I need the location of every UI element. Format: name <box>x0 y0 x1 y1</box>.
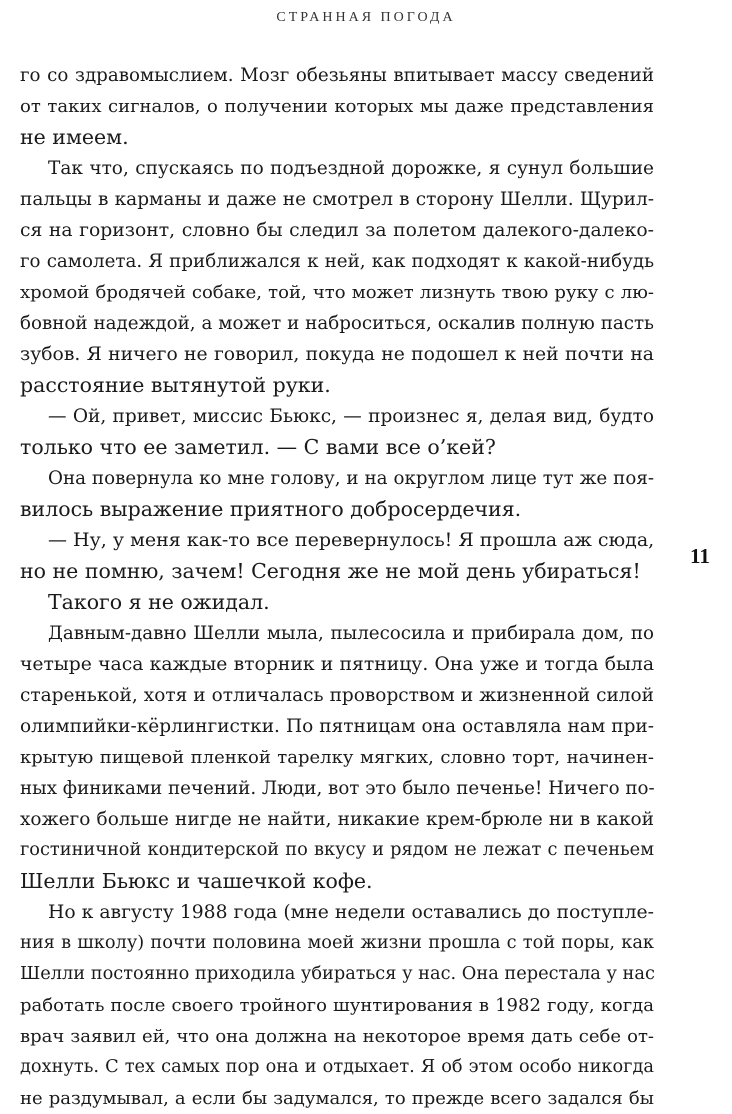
text-line: четыре часа каждые вторник и пятницу. Она уже и тогда была <box>20 654 654 675</box>
text-line: Так что, спускаясь по подъездной дорожке, я сунул большие <box>48 158 654 179</box>
text-line: хромой бродячей собаке, той, что может лизнуть твою руку с лю- <box>20 282 654 303</box>
text-line: Давным-давно Шелли мыла, пылесосила и прибирала дом, по <box>48 623 654 644</box>
text-line: зубов. Я ничего не говорил, покуда не подошел к ней почти на <box>20 344 654 365</box>
text-line: пальцы в карманы и даже не смотрел в сторону Шелли. Щурил- <box>20 189 654 210</box>
text-line: — Ну, у меня как-то все перевернулось! Я прошла аж сюда, <box>48 529 655 551</box>
running-head: СТРАННАЯ ПОГОДА <box>276 10 456 25</box>
text-line: только что ее заметил. — С вами все о’кей? <box>20 435 496 459</box>
text-line: — Ой, привет, миссис Бьюкс, — произнес я, делая вид, будто <box>48 406 654 427</box>
text-line: го со здравомыслием. Мозг обезьяны впитывает массу сведений <box>20 65 654 86</box>
text-line: бовной надеждой, а может и наброситься, оскалив полную пасть <box>20 313 654 334</box>
body-text <box>20 60 654 1114</box>
text-line: Но к августу 1988 года (мне недели оставались до поступле- <box>48 902 654 923</box>
text-line: олимпийки-кёрлингистки. По пятницам она оставляла нам при- <box>20 716 654 737</box>
page-number: 11 <box>690 544 710 568</box>
text-line: гостиничной кондитерской по вкусу и рядом не лежат с печеньем <box>20 840 654 860</box>
text-line: хожего больше нигде не найти, никакие крем-брюле ни в какой <box>20 809 654 830</box>
text-line: расстояние вытянутой руки. <box>20 373 331 397</box>
text-line: ния в школу) почти половина моей жизни прошла с той поры, как <box>20 933 654 953</box>
text-line: не раздумывал, а если бы задумался, то прежде всего задался бы <box>20 1088 654 1109</box>
text-line: ся на горизонт, словно бы следил за полетом далекого-далеко- <box>20 220 654 241</box>
text-line: Она повернула ко мне голову, и на округлом лице тут же поя- <box>48 468 654 489</box>
text-line: Такого я не ожидал. <box>48 590 270 614</box>
text-line: врач заявил ей, что она должна на некоторое время дать себе от- <box>20 1026 654 1047</box>
text-line: старенькой, хотя и отличалась проворством и жизненной силой <box>20 685 654 706</box>
text-line: от таких сигналов, о получении которых мы даже представления <box>20 96 654 117</box>
text-line: крытую пищевой пленкой тарелку мягких, словно торт, начинен- <box>20 747 654 768</box>
text-line: работать после своего тройного шунтирования в 1982 году, когда <box>20 995 654 1016</box>
text-line: не имеем. <box>20 125 129 149</box>
text-line: Шелли постоянно приходила убираться у нас. Она перестала у нас <box>20 964 655 984</box>
text-line: вилось выражение приятного добросердечия. <box>20 497 522 521</box>
text-line: дохнуть. С тех самых пор она и отдыхает. Я об этом особо никогда <box>20 1057 654 1077</box>
text-line: но не помню, зачем! Сегодня же не мой день убираться! <box>20 559 641 583</box>
text-line: го самолета. Я приближался к ней, как подходят к какой-нибудь <box>20 251 654 272</box>
text-line: Шелли Бьюкс и чашечкой кофе. <box>20 869 373 893</box>
text-line: ных финиками печений. Люди, вот это было печенье! Ничего по- <box>20 778 655 799</box>
